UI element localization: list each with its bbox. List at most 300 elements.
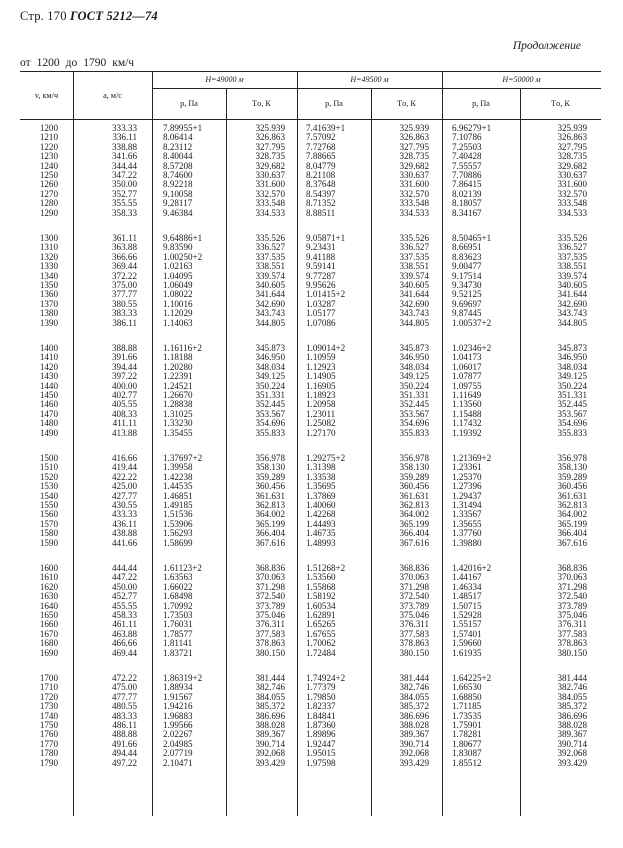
speed-cell: 1720: [39, 691, 58, 702]
pressure-cell: 1.37869: [306, 490, 336, 501]
sound-speed-cell: 347.22: [111, 170, 137, 180]
pressure-cell: 1.02163: [163, 261, 193, 272]
sound-speed-cell: 386.11: [112, 317, 137, 328]
temperature-cell: 335.526: [557, 233, 587, 243]
pressure-cell: 7.25503: [452, 141, 482, 152]
temperature-cell: 364.002: [255, 509, 285, 520]
range-from-value: 1200: [36, 57, 60, 69]
temperature-cell: 329.682: [399, 160, 429, 171]
temperature-cell: 366.404: [557, 528, 587, 539]
temperature-cell: 382.746: [255, 682, 285, 693]
pressure-cell: 1.27170: [306, 427, 336, 438]
speed-range: [20, 57, 140, 69]
temperature-cell: 353.567: [557, 408, 587, 419]
altitude-header: H=50000 м: [502, 75, 541, 84]
temperature-cell: 370.063: [255, 572, 285, 583]
pressure-cell: 9.95626: [306, 280, 336, 290]
pressure-cell: 1.29275+2: [306, 453, 346, 463]
pressure-cell: 9.87445: [452, 308, 482, 319]
page-header: [20, 9, 158, 24]
pressure-cell: 1.66022: [163, 581, 193, 592]
pressure-cell: 1.03287: [306, 298, 336, 309]
pressure-cell: 1.35695: [306, 481, 336, 492]
page-number: Стр. 170: [20, 9, 67, 23]
pressure-cell: 1.12029: [163, 308, 193, 319]
pressure-cell: 1.31025: [163, 408, 193, 419]
temperature-cell: 377.583: [557, 628, 587, 639]
speed-cell: 1310: [39, 242, 58, 253]
temperature-cell: 360.456: [399, 481, 429, 492]
sound-speed-cell: 416.66: [111, 453, 137, 463]
pressure-cell: 1.63563: [163, 572, 193, 583]
sound-speed-cell: 450.00: [111, 581, 137, 592]
temperature-cell: 342.690: [557, 298, 587, 309]
pressure-header: p, Па: [180, 99, 198, 108]
pressure-cell: 1.18188: [163, 352, 193, 363]
temperature-cell: 360.456: [255, 481, 285, 492]
temperature-cell: 326.863: [557, 132, 587, 143]
pressure-cell: 1.78281: [452, 729, 482, 740]
pressure-cell: 1.83087: [452, 748, 482, 759]
temperature-cell: 368.836: [399, 563, 429, 573]
temperature-cell: 393.429: [399, 757, 429, 768]
pressure-cell: 9.83590: [163, 242, 193, 253]
speed-cell: 1500: [39, 453, 58, 463]
pressure-cell: 1.82337: [306, 701, 336, 712]
temperature-cell: 344.805: [255, 317, 285, 328]
temperature-cell: 365.199: [399, 518, 429, 529]
pressure-cell: 8.40044: [163, 151, 193, 162]
pressure-cell: 8.37648: [306, 179, 336, 190]
speed-cell: 1330: [39, 261, 58, 272]
temperature-cell: 368.836: [255, 563, 285, 573]
pressure-cell: 1.49185: [163, 500, 193, 510]
pressure-cell: 1.04173: [452, 352, 482, 363]
pressure-cell: 1.53906: [163, 518, 193, 529]
temperature-cell: 365.199: [557, 518, 587, 529]
temperature-cell: 349.125: [557, 371, 587, 382]
pressure-cell: 1.19392: [452, 427, 482, 438]
pressure-cell: 1.96883: [163, 710, 193, 721]
temperature-cell: 380.150: [557, 647, 587, 658]
temperature-cell: 389.367: [557, 729, 587, 740]
pressure-cell: 1.46851: [163, 490, 193, 501]
speed-cell: 1280: [39, 198, 58, 209]
altitude-header: H=49500 м: [350, 75, 389, 84]
pressure-cell: 1.37760: [452, 528, 482, 539]
pressure-cell: 1.78577: [163, 628, 193, 639]
pressure-cell: 1.07877: [452, 371, 482, 382]
speed-cell: 1610: [39, 572, 58, 583]
pressure-cell: 1.13560: [452, 399, 482, 410]
temperature-cell: 353.567: [399, 408, 429, 419]
temperature-cell: 353.567: [255, 408, 285, 419]
pressure-cell: 1.16905: [306, 380, 336, 391]
temperature-cell: 351.331: [399, 390, 429, 400]
temperature-cell: 346.950: [255, 352, 285, 363]
temperature-cell: 336.527: [399, 242, 429, 253]
temperature-cell: 330.637: [399, 170, 429, 180]
temperature-cell: 355.833: [399, 427, 429, 438]
sound-speed-cell: 402.77: [111, 390, 137, 400]
temperature-cell: 333.548: [255, 198, 285, 209]
pressure-cell: 1.10959: [306, 352, 336, 363]
speed-cell: 1440: [39, 380, 58, 391]
pressure-cell: 1.12923: [306, 361, 336, 372]
pressure-cell: 7.55557: [452, 160, 482, 171]
pressure-cell: 7.41639+1: [306, 123, 346, 133]
pressure-cell: 1.31494: [452, 500, 482, 510]
speed-cell: 1400: [39, 343, 58, 353]
pressure-cell: 1.31398: [306, 462, 336, 473]
pressure-cell: 1.89896: [306, 729, 336, 740]
pressure-cell: 1.71185: [452, 701, 482, 712]
temperature-cell: 382.746: [399, 682, 429, 693]
temperature-cell: 384.055: [557, 691, 587, 702]
temperature-cell: 343.743: [255, 308, 285, 319]
temperature-cell: 329.682: [255, 160, 285, 171]
pressure-cell: 8.57208: [163, 160, 193, 171]
temperature-cell: 377.583: [399, 628, 429, 639]
pressure-cell: 8.21108: [306, 170, 336, 180]
temperature-cell: 367.616: [557, 537, 587, 548]
speed-cell: 1530: [39, 481, 58, 492]
pressure-cell: 9.59141: [306, 261, 336, 272]
temperature-cell: 346.950: [399, 352, 429, 363]
temperature-cell: 358.130: [557, 462, 587, 473]
temperature-cell: 332.570: [255, 188, 285, 199]
table-row: [20, 428, 601, 438]
speed-cell: 1770: [39, 738, 58, 749]
temperature-cell: 331.600: [399, 179, 429, 190]
pressure-cell: 9.41188: [306, 251, 336, 262]
temperature-cell: 358.130: [255, 462, 285, 473]
sound-speed-cell: 436.11: [112, 518, 137, 529]
sound-speed-cell: 352.77: [111, 188, 137, 199]
pressure-cell: 1.39958: [163, 462, 193, 473]
pressure-cell: 1.86319+2: [163, 673, 203, 683]
temperature-cell: 344.805: [557, 317, 587, 328]
pressure-cell: 1.56293: [163, 528, 193, 539]
temperature-cell: 365.199: [255, 518, 285, 529]
temperature-cell: 389.367: [399, 729, 429, 740]
temperature-cell: 373.789: [399, 600, 429, 611]
temperature-cell: 349.125: [255, 371, 285, 382]
temperature-cell: 385.372: [557, 701, 587, 712]
temperature-cell: 370.063: [399, 572, 429, 583]
temperature-cell: 356.978: [255, 453, 285, 463]
sound-speed-cell: 375.00: [111, 280, 137, 290]
sound-speed-cell: 472.22: [111, 673, 137, 683]
pressure-cell: 1.52928: [452, 610, 482, 620]
temperature-cell: 364.002: [557, 509, 587, 520]
pressure-cell: 1.74924+2: [306, 673, 346, 683]
pressure-cell: 1.46334: [452, 581, 482, 592]
pressure-cell: 1.02346+2: [452, 343, 492, 353]
temperature-cell: 350.224: [557, 380, 587, 391]
temperature-cell: 375.046: [557, 610, 587, 620]
temperature-cell: 367.616: [255, 537, 285, 548]
pressure-cell: 1.27396: [452, 481, 482, 492]
pressure-cell: 1.53560: [306, 572, 336, 583]
speed-cell: 1410: [39, 352, 58, 363]
temperature-cell: 345.873: [557, 343, 587, 353]
speed-cell: 1270: [39, 188, 58, 199]
temperature-cell: 327.795: [399, 141, 429, 152]
pressure-cell: 1.44535: [163, 481, 193, 492]
temperature-cell: 371.298: [399, 581, 429, 592]
sound-speed-cell: 430.55: [111, 500, 137, 510]
sound-speed-cell: 411.11: [112, 418, 137, 429]
pressure-cell: 9.77287: [306, 270, 336, 281]
temperature-cell: 348.034: [557, 361, 587, 372]
pressure-cell: 9.23431: [306, 242, 336, 253]
pressure-cell: 1.80677: [452, 738, 482, 749]
pressure-cell: 9.00477: [452, 261, 482, 272]
pressure-cell: 8.23112: [163, 141, 193, 152]
pressure-cell: 7.10786: [452, 132, 482, 143]
temperature-cell: 359.289: [255, 471, 285, 482]
temperature-cell: 371.298: [557, 581, 587, 592]
temperature-cell: 376.311: [557, 619, 587, 630]
temperature-cell: 352.445: [557, 399, 587, 410]
speed-cell: 1700: [39, 673, 58, 683]
temperature-cell: 334.533: [557, 207, 587, 218]
pressure-cell: 1.40060: [306, 500, 336, 510]
speed-cell: 1550: [39, 500, 58, 510]
pressure-cell: 1.66530: [452, 682, 482, 693]
temperature-cell: 373.789: [557, 600, 587, 611]
sound-speed-cell: 480.55: [111, 701, 137, 712]
temperature-cell: 355.833: [557, 427, 587, 438]
pressure-cell: 1.94216: [163, 701, 193, 712]
pressure-cell: 1.09014+2: [306, 343, 346, 353]
sound-speed-cell: 486.11: [112, 720, 137, 730]
pressure-cell: 1.91567: [163, 691, 193, 702]
temperature-cell: 345.873: [399, 343, 429, 353]
temperature-cell: 331.600: [557, 179, 587, 190]
pressure-cell: 8.34167: [452, 207, 482, 218]
speed-cell: 1390: [39, 317, 58, 328]
pressure-cell: 1.28838: [163, 399, 193, 410]
pressure-cell: 8.02139: [452, 188, 482, 199]
sound-speed-cell: 452.77: [111, 591, 137, 602]
pressure-cell: 9.46384: [163, 207, 193, 218]
pressure-cell: 8.71352: [306, 198, 336, 209]
pressure-header: p, Па: [472, 99, 490, 108]
speed-cell: 1260: [39, 179, 58, 190]
temperature-cell: 352.445: [255, 399, 285, 410]
temperature-cell: 336.527: [255, 242, 285, 253]
pressure-cell: 8.50465+1: [452, 233, 492, 243]
speed-cell: 1350: [39, 280, 58, 290]
pressure-cell: 1.51268+2: [306, 563, 346, 573]
speed-cell: 1710: [39, 682, 58, 693]
temperature-cell: 386.696: [399, 710, 429, 721]
temperature-cell: 327.795: [255, 141, 285, 152]
temperature-cell: 392.068: [255, 748, 285, 759]
speed-cell: 1370: [39, 298, 58, 309]
pressure-header: p, Па: [325, 99, 343, 108]
pressure-cell: 1.07086: [306, 317, 336, 328]
speed-cell: 1300: [39, 233, 58, 243]
temperature-cell: 392.068: [557, 748, 587, 759]
sound-speed-cell: 408.33: [111, 408, 137, 419]
pressure-cell: 1.81141: [163, 638, 193, 649]
pressure-cell: 1.42268: [306, 509, 336, 520]
pressure-cell: 7.40428: [452, 151, 482, 162]
speed-cell: 1210: [39, 132, 58, 143]
speed-cell: 1360: [39, 289, 58, 300]
speed-cell: 1560: [39, 509, 58, 520]
pressure-cell: 8.92218: [163, 179, 193, 190]
temperature-cell: 342.690: [399, 298, 429, 309]
range-to-word: до: [65, 57, 78, 69]
sound-speed-cell: 438.88: [111, 528, 137, 539]
speed-cell: 1340: [39, 270, 58, 281]
pressure-cell: 1.29437: [452, 490, 482, 501]
speed-cell: 1450: [39, 390, 58, 400]
pressure-cell: 8.06414: [163, 132, 193, 143]
temperature-cell: 393.429: [557, 757, 587, 768]
temperature-header: Tо, К: [252, 99, 271, 108]
sound-speed-cell: 494.44: [111, 748, 137, 759]
speed-cell: 1230: [39, 151, 58, 162]
sound-speed-cell: 466.66: [111, 638, 137, 649]
temperature-cell: 361.631: [557, 490, 587, 501]
pressure-cell: 1.60534: [306, 600, 336, 611]
pressure-cell: 1.75901: [452, 720, 482, 730]
pressure-cell: 1.05177: [306, 308, 336, 319]
pressure-cell: 1.35455: [163, 427, 193, 438]
temperature-cell: 372.540: [557, 591, 587, 602]
pressure-cell: 9.10058: [163, 188, 193, 199]
speed-cell: 1740: [39, 710, 58, 721]
pressure-cell: 1.55868: [306, 581, 336, 592]
temperature-cell: 380.150: [399, 647, 429, 658]
temperature-cell: 328.735: [557, 151, 587, 162]
pressure-cell: 7.72768: [306, 141, 336, 152]
temperature-cell: 381.444: [557, 673, 587, 683]
temperature-cell: 362.813: [255, 500, 285, 510]
atmosphere-table: [20, 71, 601, 817]
speed-cell: 1630: [39, 591, 58, 602]
temperature-cell: 362.813: [557, 500, 587, 510]
temperature-cell: 381.444: [255, 673, 285, 683]
pressure-cell: 1.64225+2: [452, 673, 492, 683]
temperature-cell: 325.939: [399, 123, 429, 133]
pressure-cell: 1.01415+2: [306, 289, 346, 300]
sound-speed-cell: 336.11: [112, 132, 137, 143]
temperature-cell: 337.535: [255, 251, 285, 262]
speed-cell: 1320: [39, 251, 58, 262]
speed-cell: 1240: [39, 160, 58, 171]
sound-speed-cell: 469.44: [111, 647, 137, 658]
sound-speed-cell: 366.66: [111, 251, 137, 262]
temperature-cell: 343.743: [399, 308, 429, 319]
pressure-cell: 6.96279+1: [452, 123, 492, 133]
temperature-cell: 364.002: [399, 509, 429, 520]
temperature-cell: 375.046: [255, 610, 285, 620]
pressure-cell: 1.26670: [163, 390, 193, 400]
speed-cell: 1430: [39, 371, 58, 382]
altitude-header: H=49000 м: [205, 75, 244, 84]
temperature-cell: 336.527: [557, 242, 587, 253]
speed-cell: 1650: [39, 610, 58, 620]
table-row: [20, 758, 601, 768]
pressure-cell: 9.17514: [452, 270, 482, 281]
temperature-cell: 325.939: [255, 123, 285, 133]
temperature-cell: 326.863: [255, 132, 285, 143]
temperature-cell: 334.533: [255, 207, 285, 218]
speed-cell: 1680: [39, 638, 58, 649]
temperature-cell: 362.813: [399, 500, 429, 510]
pressure-cell: 8.88511: [306, 207, 336, 218]
pressure-cell: 9.28117: [163, 198, 193, 209]
sound-speed-cell: 422.22: [111, 471, 137, 482]
speed-cell: 1590: [39, 537, 58, 548]
pressure-cell: 1.08022: [163, 289, 193, 300]
sound-speed-cell: 380.55: [111, 298, 137, 309]
pressure-cell: 8.66951: [452, 242, 482, 253]
temperature-cell: 339.574: [255, 270, 285, 281]
pressure-cell: 1.70062: [306, 638, 336, 649]
pressure-cell: 1.76031: [163, 619, 193, 630]
temperature-cell: 326.863: [399, 132, 429, 143]
speed-cell: 1480: [39, 418, 58, 429]
temperature-cell: 372.540: [399, 591, 429, 602]
pressure-cell: 1.88934: [163, 682, 193, 693]
pressure-cell: 1.33567: [452, 509, 482, 520]
temperature-header: Tо, К: [551, 99, 570, 108]
sound-speed-cell: 413.88: [111, 427, 137, 438]
pressure-cell: 9.34730: [452, 280, 482, 290]
sound-speed-cell: 433.33: [111, 509, 137, 520]
temperature-cell: 335.526: [399, 233, 429, 243]
pressure-cell: 1.61123+2: [163, 563, 202, 573]
sound-speed-cell: 497.22: [111, 757, 137, 768]
sound-speed-cell: 441.66: [111, 537, 137, 548]
temperature-cell: 332.570: [399, 188, 429, 199]
temperature-cell: 360.456: [557, 481, 587, 492]
sound-speed-cell: 372.22: [111, 270, 137, 281]
pressure-cell: 1.61935: [452, 647, 482, 658]
sound-speed-cell: 333.33: [111, 123, 137, 133]
temperature-cell: 388.028: [399, 720, 429, 730]
continuation-label: Продолжение: [512, 40, 581, 52]
pressure-cell: 1.83721: [163, 647, 193, 658]
speed-cell: 1620: [39, 581, 58, 592]
pressure-cell: 7.57092: [306, 132, 336, 143]
pressure-cell: 1.16116+2: [163, 343, 202, 353]
temperature-cell: 328.735: [255, 151, 285, 162]
sound-speed-cell: 391.66: [111, 352, 137, 363]
sound-speed-cell: 458.33: [111, 610, 137, 620]
temperature-cell: 341.644: [255, 289, 285, 300]
pressure-cell: 7.70886: [452, 170, 482, 180]
pressure-cell: 1.39880: [452, 537, 482, 548]
pressure-cell: 1.42238: [163, 471, 193, 482]
sound-speed-cell: 463.88: [111, 628, 137, 639]
pressure-cell: 1.06017: [452, 361, 482, 372]
temperature-cell: 376.311: [255, 619, 285, 630]
pressure-cell: 1.65265: [306, 619, 336, 630]
range-from-word: от: [20, 57, 31, 69]
speed-cell: 1540: [39, 490, 58, 501]
pressure-cell: 1.25370: [452, 471, 482, 482]
temperature-header: Tо, К: [397, 99, 416, 108]
temperature-cell: 341.644: [557, 289, 587, 300]
